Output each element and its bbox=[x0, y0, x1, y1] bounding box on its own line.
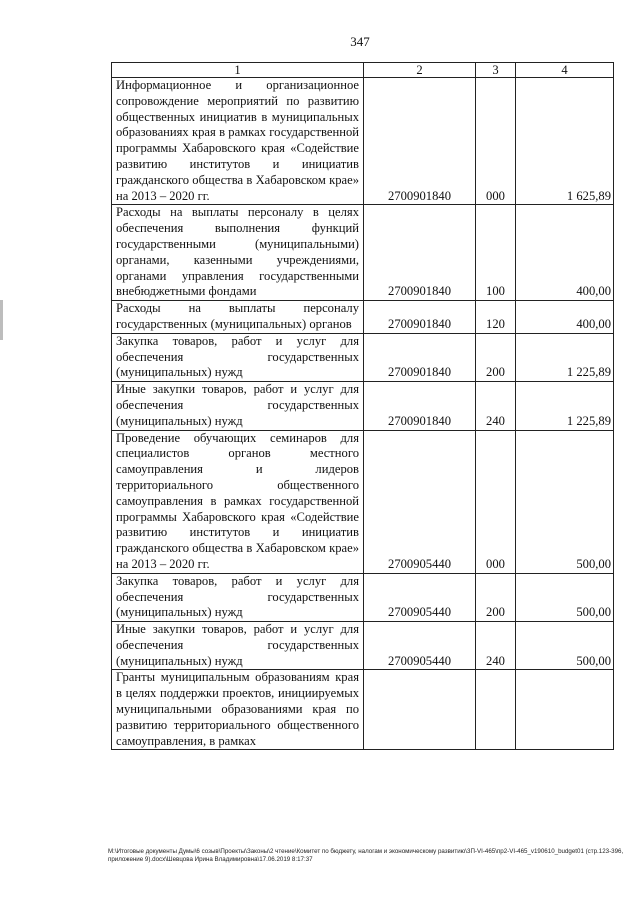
row-amount: 1 225,89 bbox=[516, 333, 614, 381]
table-row bbox=[112, 205, 614, 301]
table-row bbox=[112, 382, 614, 430]
row-code: 2700901840 bbox=[364, 382, 476, 430]
row-type: 240 bbox=[476, 382, 516, 430]
row-amount: 1 625,89 bbox=[516, 78, 614, 205]
header-col-4: 4 bbox=[516, 63, 614, 78]
table-row bbox=[112, 430, 614, 573]
row-amount: 1 225,89 bbox=[516, 382, 614, 430]
row-name: Информационное и организационное сопровождение мероприятий по развитию общественных инициатив в муниципальных образованиях края в рамках государственной программы Хабаровского края «Содействие развитию институтов и инициатив гражданского общества в Хабаровском крае» на 2013 – 2020 гг. bbox=[112, 78, 364, 205]
header-col-2: 2 bbox=[364, 63, 476, 78]
row-type: 000 bbox=[476, 78, 516, 205]
row-name: Гранты муниципальным образованиям края в целях поддержки проектов, инициируемых муниципальными образованиями края по развитию территориального общественного самоуправления, в рамках bbox=[112, 670, 364, 750]
header-col-1: 1 bbox=[112, 63, 364, 78]
row-amount bbox=[516, 670, 614, 750]
header-col-3: 3 bbox=[476, 63, 516, 78]
row-name: Закупка товаров, работ и услуг для обеспечения государственных (муниципальных) нужд bbox=[112, 573, 364, 621]
table-row bbox=[112, 333, 614, 381]
row-name: Закупка товаров, работ и услуг для обеспечения государственных (муниципальных) нужд bbox=[112, 333, 364, 381]
row-code bbox=[364, 670, 476, 750]
table-row bbox=[112, 301, 614, 334]
row-type: 000 bbox=[476, 430, 516, 573]
table-row bbox=[112, 670, 614, 750]
row-code: 2700901840 bbox=[364, 301, 476, 334]
row-type: 120 bbox=[476, 301, 516, 334]
page-number: 347 bbox=[350, 34, 370, 49]
row-amount: 400,00 bbox=[516, 205, 614, 301]
row-code: 2700905440 bbox=[364, 573, 476, 621]
table-header-row bbox=[112, 63, 614, 78]
table-row bbox=[112, 573, 614, 621]
row-code: 2700901840 bbox=[364, 333, 476, 381]
row-name: Иные закупки товаров, работ и услуг для обеспечения государственных (муниципальных) нужд bbox=[112, 382, 364, 430]
table-row bbox=[112, 78, 614, 205]
row-name: Расходы на выплаты персоналу в целях обеспечения выполнения функций государственными (муниципальными) органами, казенными учреждениями, органами управления государственными внебюджетными фондами bbox=[112, 205, 364, 301]
row-type bbox=[476, 670, 516, 750]
document-file-path: M:\Итоговые документы Думы\6 созыв\Проекты\Законы\2 чтение\Комитет по бюджету, налогам и экономическому развитию\3П-VI-465\пр2-VI-465_v190610_budget01 (стр.123-396, приложение 9).docx\Шевцова Ирина Владимировна\17.06.2019 8:17:37 bbox=[108, 848, 624, 863]
row-type: 200 bbox=[476, 573, 516, 621]
row-type: 100 bbox=[476, 205, 516, 301]
row-name: Проведение обучающих семинаров для специалистов органов местного самоуправления и лидеров территориального общественного самоуправления в рамках государственной программы Хабаровского края «Содействие развитию институтов и инициатив гражданского общества в Хабаровском крае» на 2013 – 2020 гг. bbox=[112, 430, 364, 573]
scan-edge-mark bbox=[0, 300, 3, 340]
row-amount: 400,00 bbox=[516, 301, 614, 334]
row-code: 2700905440 bbox=[364, 430, 476, 573]
row-code: 2700901840 bbox=[364, 205, 476, 301]
budget-table bbox=[111, 62, 614, 750]
row-amount: 500,00 bbox=[516, 622, 614, 670]
row-amount: 500,00 bbox=[516, 430, 614, 573]
row-type: 200 bbox=[476, 333, 516, 381]
row-code: 2700901840 bbox=[364, 78, 476, 205]
row-type: 240 bbox=[476, 622, 516, 670]
row-code: 2700905440 bbox=[364, 622, 476, 670]
row-name: Иные закупки товаров, работ и услуг для обеспечения государственных (муниципальных) нужд bbox=[112, 622, 364, 670]
row-amount: 500,00 bbox=[516, 573, 614, 621]
table-row bbox=[112, 622, 614, 670]
row-name: Расходы на выплаты персоналу государственных (муниципальных) органов bbox=[112, 301, 364, 334]
